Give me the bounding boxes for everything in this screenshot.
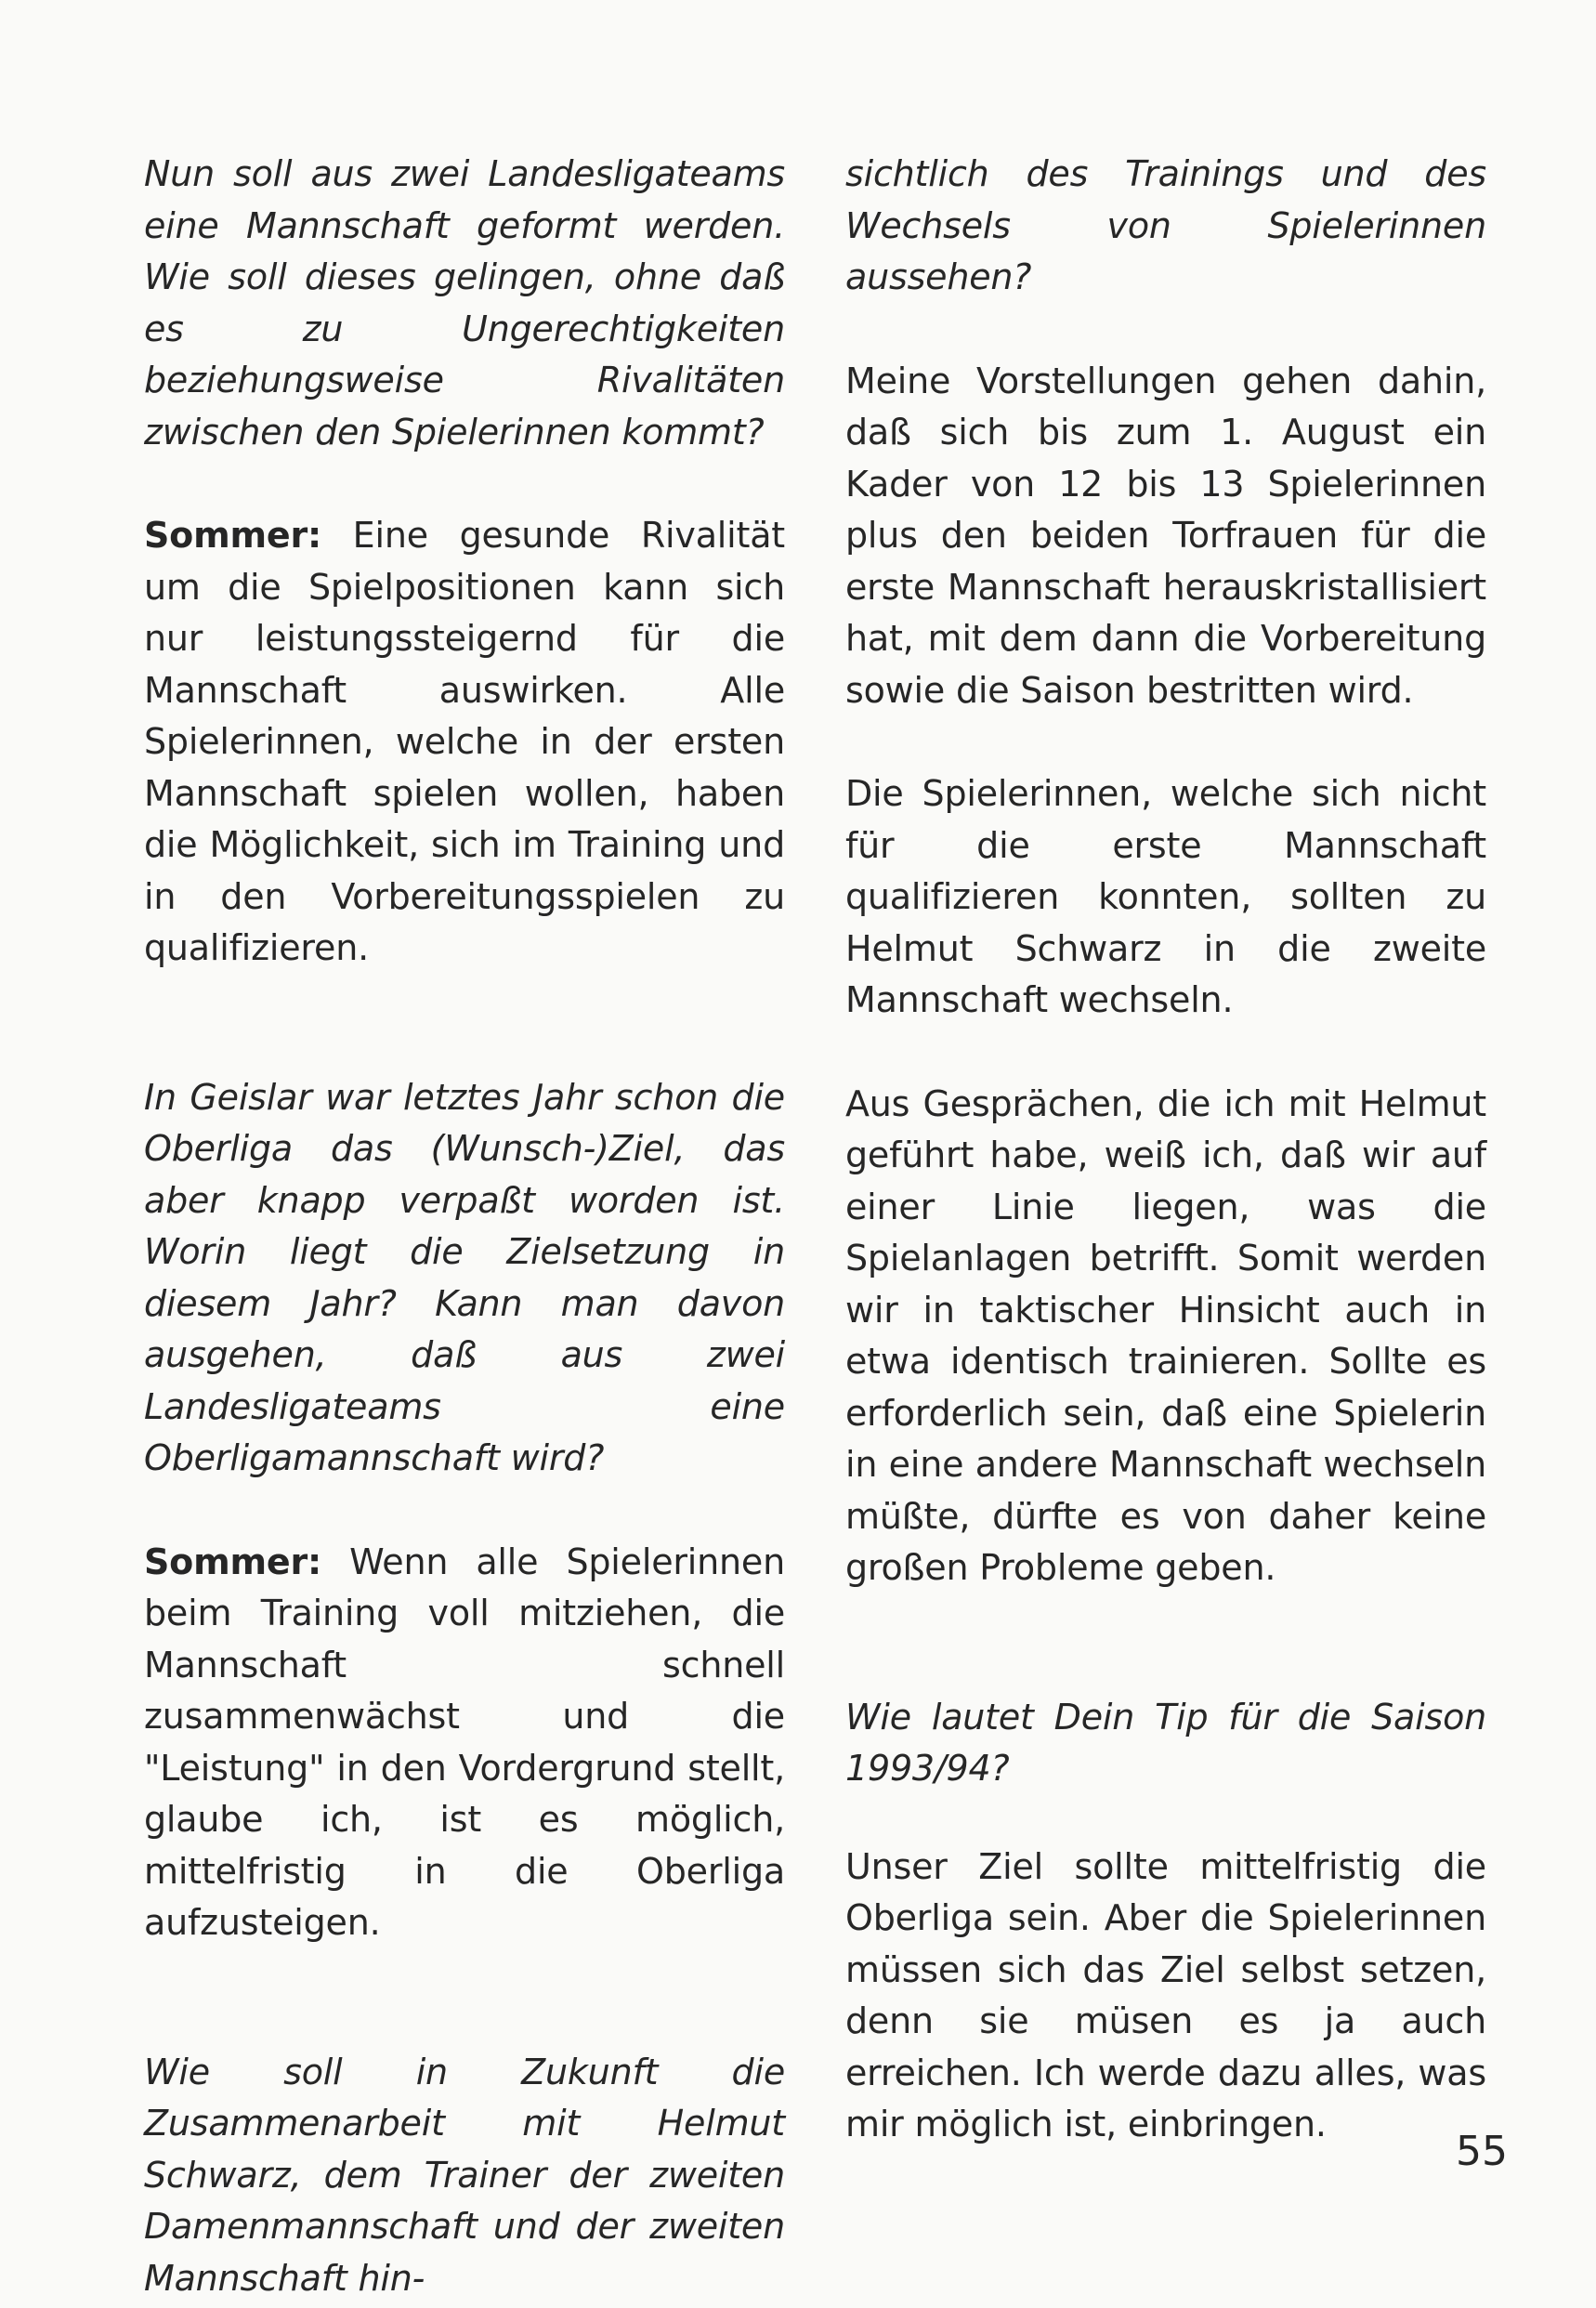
answer-2-text: Wenn alle Spielerinnen beim Training voll mitziehen, die Mannschaft schnell zusammenwächst und die "Leistung" in den Vordergrund stellt, glaube ich, ist es möglich, mittelfristig in die Oberliga aufzusteigen. bbox=[144, 1541, 785, 1943]
right-column bbox=[845, 149, 1486, 2151]
answer-2 bbox=[144, 1537, 785, 1949]
question-3-start: Wie soll in Zukunft die Zusammenarbeit mit Helmut Schwarz, dem Trainer der zweiten Damenmannschaft und der zweiten Mannschaft hin- bbox=[144, 2051, 785, 2299]
question-4: Wie lautet Dein Tip für die Saison 1993/94? bbox=[845, 1696, 1486, 1789]
answer-3-paragraph-2: Die Spielerinnen, welche sich nicht für die erste Mannschaft qualifizieren konnten, sollten zu Helmut Schwarz in die zweite Mannschaft wechseln. bbox=[845, 773, 1486, 1020]
question-1: Nun soll aus zwei Landesligateams eine Mannschaft geformt werden. Wie soll dieses gelingen, ohne daß es zu Ungerechtigkeiten beziehungsweise Rivalitäten zwischen den Spielerinnen kommt? bbox=[144, 153, 785, 452]
answer-1-text: Eine gesunde Rivalität um die Spielpositionen kann sich nur leistungssteigernd für die Mannschaft auswirken. Alle Spielerinnen, welche in der ersten Mannschaft spielen wollen, haben die Möglichkeit, sich im Training und in den Vorbereitungsspielen zu qualifizieren. bbox=[144, 515, 785, 968]
answer-3-paragraph-1: Meine Vorstellungen gehen dahin, daß sich bis zum 1. August ein Kader von 12 bis 13 Spielerinnen plus den beiden Torfrauen für die erste Mannschaft herauskristallisiert hat, mit dem dann die Vorbereitung sowie die Saison bestritten wird. bbox=[845, 360, 1486, 711]
question-3-end: sichtlich des Trainings und des Wechsels von Spielerinnen aussehen? bbox=[845, 153, 1486, 297]
speaker-label: Sommer: bbox=[144, 515, 321, 556]
answer-4: Unser Ziel sollte mittelfristig die Oberliga sein. Aber die Spielerinnen müssen sich das Ziel selbst setzen, denn sie müsen es ja auch erreichen. Ich werde dazu alles, was mir möglich ist, einbringen. bbox=[845, 1845, 1486, 2144]
answer-1 bbox=[144, 510, 785, 975]
answer-3-paragraph-3: Aus Gesprächen, die ich mit Helmut geführt habe, weiß ich, daß wir auf einer Linie liegen, was die Spielanlagen betrifft. Somit werden wir in taktischer Hinsicht auch in etwa identisch trainieren. Sollte es erforderlich sein, daß eine Spielerin in eine andere Mannschaft wechseln müßte, dürfte es von daher keine großen Probleme geben. bbox=[845, 1082, 1486, 1588]
question-2: In Geislar war letztes Jahr schon die Oberliga das (Wunsch-)Ziel, das aber knapp verpaßt worden ist. Worin liegt die Zielsetzung in diesem Jahr? Kann man davon ausgehen, daß aus zwei Landesligateams eine Oberligamannschaft wird? bbox=[144, 1076, 785, 1478]
speaker-label: Sommer: bbox=[144, 1541, 321, 1582]
left-column bbox=[144, 149, 785, 2304]
page-number: 55 bbox=[1456, 2128, 1508, 2175]
